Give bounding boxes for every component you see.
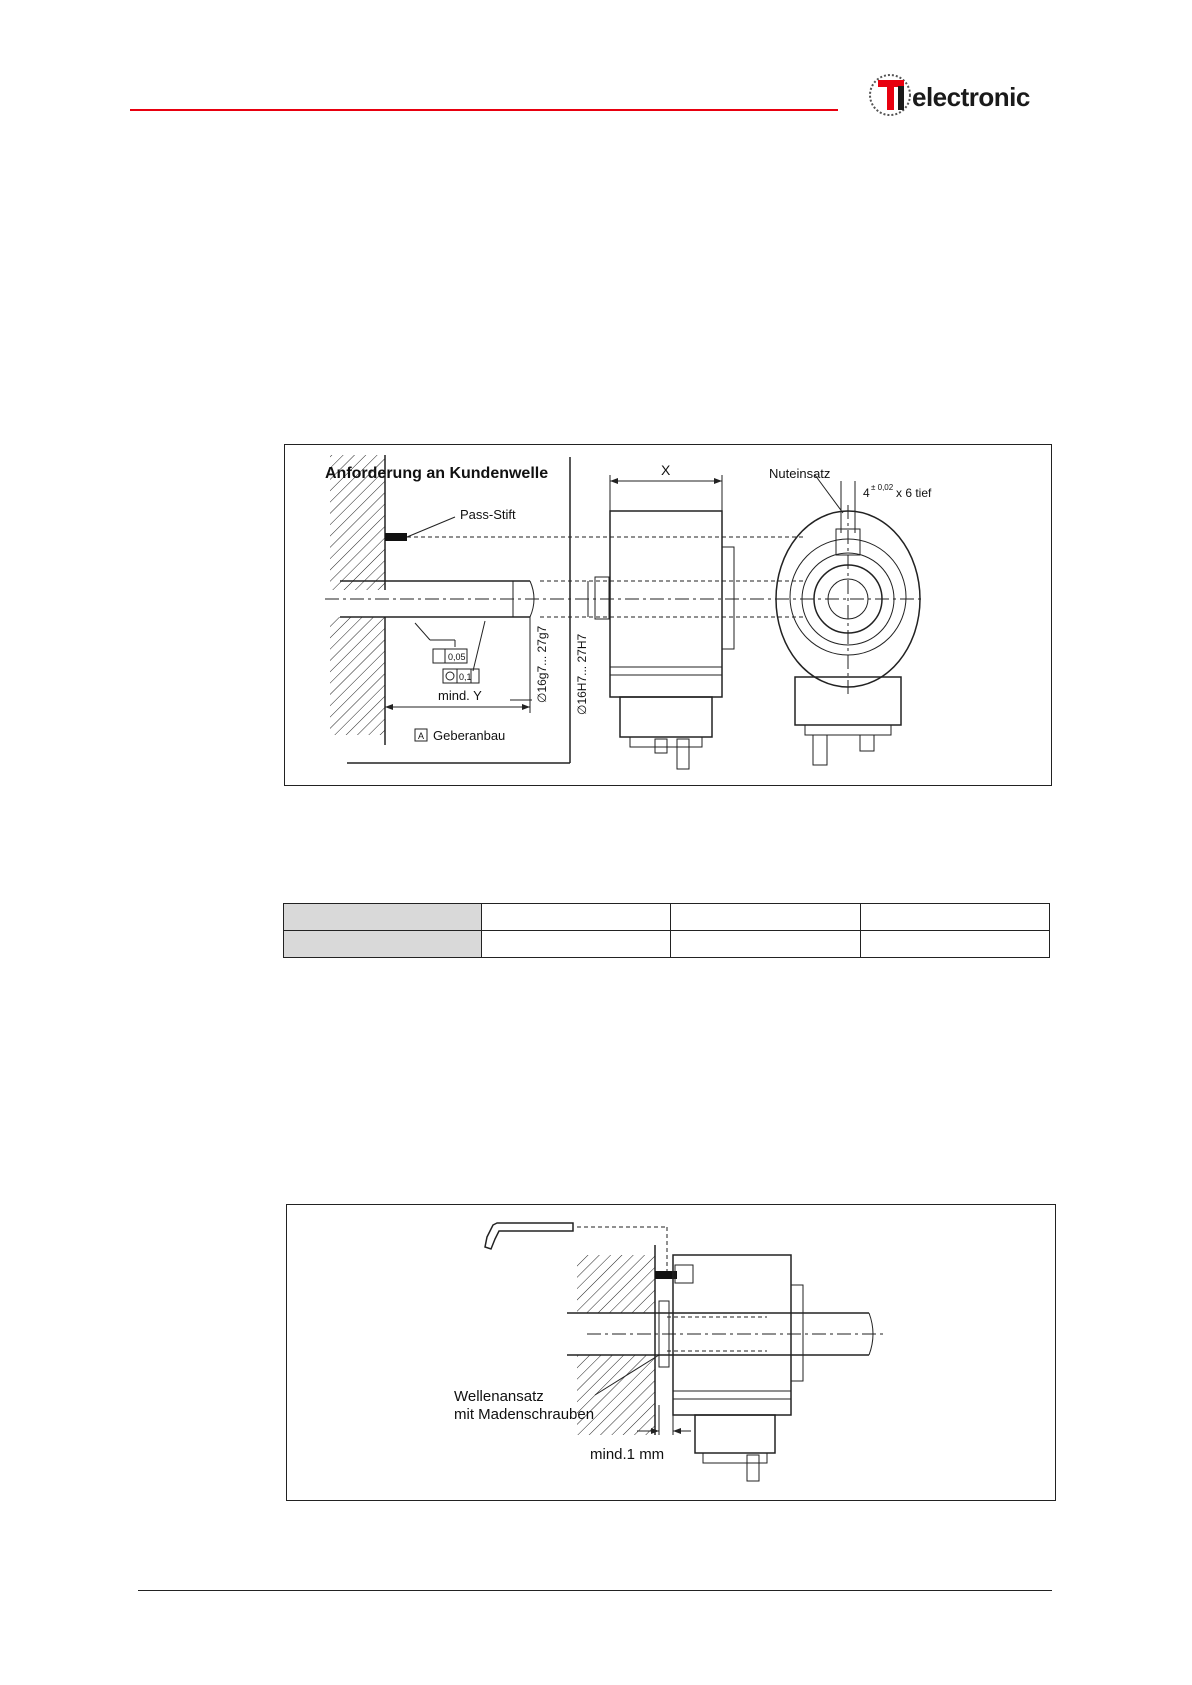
table-cell (671, 904, 860, 931)
svg-text:0,05: 0,05 (448, 652, 466, 662)
table-row (284, 931, 1050, 958)
shaft-collar-figure (286, 1204, 1056, 1501)
connector-plug (677, 739, 689, 769)
wall-hatch-upper (577, 1255, 655, 1313)
connector-housing (620, 697, 712, 737)
pass-stift-pin (385, 533, 407, 541)
svg-text:x 6 tief: x 6 tief (896, 486, 932, 500)
svg-text:A: A (418, 731, 425, 741)
table-cell (671, 931, 860, 958)
svg-text:Pass-Stift: Pass-Stift (460, 507, 516, 522)
svg-text:Wellenansatz: Wellenansatz (454, 1388, 544, 1405)
connector-plug (747, 1455, 759, 1481)
svg-text:4: 4 (863, 486, 870, 500)
clamping-ring (595, 577, 609, 619)
logo-wordmark: electronic (912, 82, 1030, 112)
table-cell (860, 931, 1049, 958)
wall-hatch-lower (577, 1355, 655, 1435)
collar-mounting-drawing (287, 1205, 1055, 1500)
svg-text:mind. Y: mind. Y (438, 688, 482, 703)
svg-text:X: X (661, 462, 671, 478)
svg-text:∅16H7... 27H7: ∅16H7... 27H7 (575, 633, 589, 715)
svg-text:∅16g7... 27g7: ∅16g7... 27g7 (535, 625, 549, 703)
allen-key-icon (485, 1223, 573, 1249)
shaft-requirement-figure (284, 444, 1052, 786)
svg-text:0,1: 0,1 (459, 672, 472, 682)
svg-text:± 0,02: ± 0,02 (871, 483, 894, 492)
connector-housing (695, 1415, 775, 1453)
table-cell (482, 904, 671, 931)
svg-text:Nuteinsatz: Nuteinsatz (769, 466, 831, 481)
svg-text:mit Madenschrauben: mit Madenschrauben (454, 1406, 595, 1423)
svg-text:Geberanbau: Geberanbau (433, 728, 506, 743)
table-cell (482, 931, 671, 958)
footer-rule (138, 1590, 1052, 1591)
encoder-mounting-drawing (285, 445, 1051, 785)
wall-hatch-lower (330, 617, 385, 735)
dimension-table (283, 903, 1050, 958)
encoder-side-housing (610, 511, 722, 697)
table-cell (860, 904, 1049, 931)
svg-text:Anforderung an Kundenwelle: Anforderung an Kundenwelle (325, 465, 549, 482)
tr-logo-mark-icon (868, 72, 918, 118)
table-header-cell (284, 904, 482, 931)
header-rule (130, 109, 838, 111)
table-header-cell (284, 931, 482, 958)
table-row (284, 904, 1050, 931)
tr-electronic-logo (868, 72, 1044, 118)
svg-text:mind.1 mm: mind.1 mm (590, 1446, 665, 1463)
